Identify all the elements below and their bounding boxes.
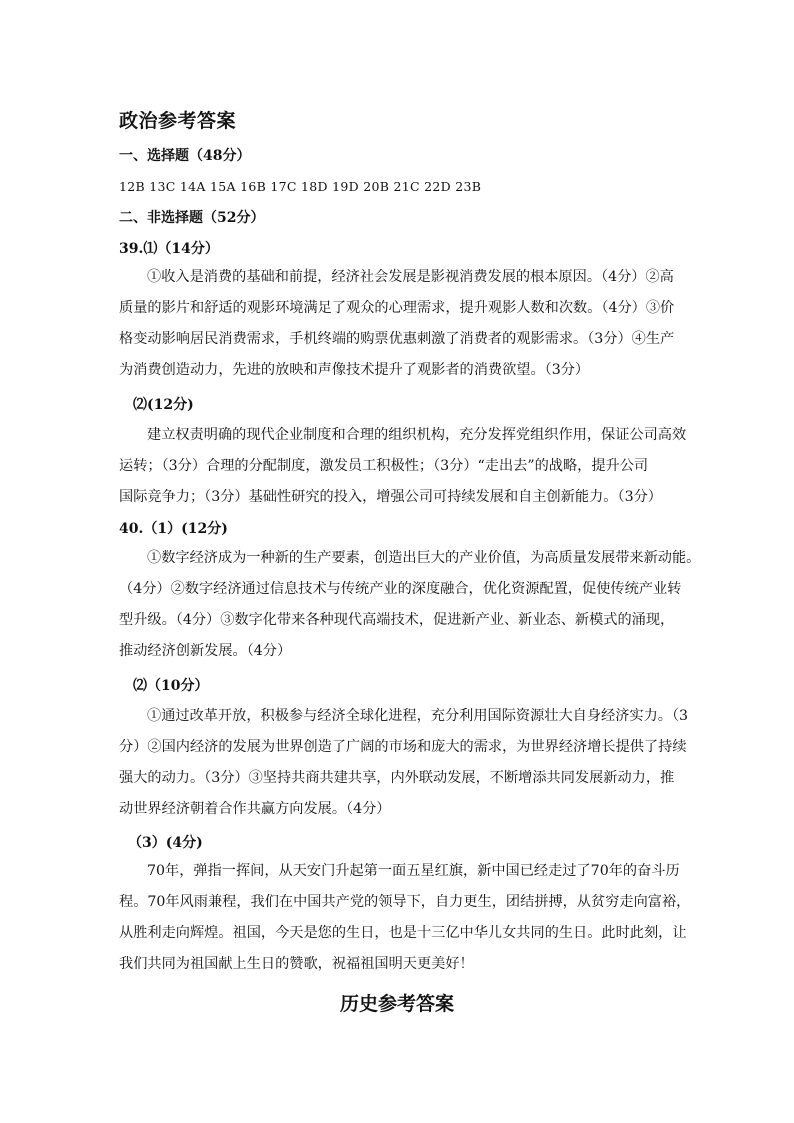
answer-line: 质量的影片和舒适的观影环境满足了观众的心理需求，提升观影人数和次数。（4分）③价: [119, 300, 675, 316]
q39-part1-heading: 39.⑴（14分）: [119, 241, 219, 257]
q40-part1-heading: 40.（1）(12分): [119, 521, 228, 537]
q40-part1-answer: [119, 543, 701, 667]
q40-part2-heading: ⑵（10分）: [133, 678, 209, 694]
answer-line: 程。70年风雨兼程，我们在中国共产党的领导下，自力更生，团结拼搏，从贫穷走向富裕，: [119, 894, 691, 910]
answer-line: 国际竞争力；（3分）基础性研究的投入，增强公司可持续发展和自主创新能力。（3分）: [119, 489, 662, 505]
answer-line: 格变动影响居民消费需求，手机终端的购票优惠刺激了消费者的观影需求。（3分）④生产: [119, 331, 675, 347]
answer-line: 我们共同为祖国献上生日的赞歌，祝福祖国明天更美好！: [119, 956, 474, 972]
answer-line: 分）②国内经济的发展为世界创造了广阔的市场和庞大的需求，为世界经济增长提供了持续: [119, 739, 687, 755]
answer-line: （4分）②数字经济通过信息技术与传统产业的深度融合，优化资源配置，促使传统产业转: [119, 581, 682, 597]
answer-line: 运转；（3分）合理的分配制度，激发员工积极性；（3分）“走出去”的战略，提升公司: [119, 458, 649, 474]
q40-part2-answer: [119, 701, 689, 825]
answer-line: 动世界经济朝着合作共赢方向发展。（4分）: [119, 801, 391, 817]
answer-line: 70年，弹指一挥间，从天安门升起第一面五星红旗，新中国已经走过了70年的奋斗历: [147, 863, 680, 879]
section-choice-heading: 一、选择题（48分）: [119, 148, 251, 164]
answer-line: 型升级。（4分）③数字化带来各种现代高端技术，促进新产业、新业态、新模式的涌现，: [119, 612, 675, 628]
q40-part3-answer: [119, 856, 689, 980]
answer-line: ①数字经济成为一种新的生产要素，创造出巨大的产业价值，为高质量发展带来新动能。: [147, 550, 701, 566]
q39-part1-answer: [119, 262, 689, 386]
answer-line: 推动经济创新发展。（4分）: [119, 643, 292, 659]
section-nonchoice-heading: 二、非选择题（52分）: [119, 210, 265, 226]
answer-line: ①收入是消费的基础和前提，经济社会发展是影视消费发展的根本原因。（4分）②高: [147, 269, 674, 285]
answer-line: 为消费创造动力，先进的放映和声像技术提升了观影者的消费欲望。（3分）: [119, 362, 590, 378]
q40-part3-heading: （3）(4分): [128, 835, 203, 851]
answer-line: ①通过改革开放，积极参与经济全球化进程，充分利用国际资源壮大自身经济实力。（3: [147, 708, 689, 724]
q39-part2-answer: [119, 420, 689, 513]
answer-line: 建立权责明确的现代企业制度和合理的组织机构，充分发挥党组织作用，保证公司高效: [147, 427, 687, 443]
answer-line: 强大的动力。（3分）③坚持共商共建共享，内外联动发展，不断增添共同发展新动力，推: [119, 770, 675, 786]
answer-line: 从胜利走向辉煌。祖国，今天是您的生日，也是十三亿中华儿女共同的生日。此时此刻，让: [119, 925, 687, 941]
history-title: 历史参考答案: [339, 993, 454, 1015]
politics-title: 政治参考答案: [119, 110, 237, 132]
q39-part2-heading: ⑵(12分): [133, 397, 194, 413]
choice-answers: 12B 13C 14A 15A 16B 17C 18D 19D 20B 21C 22D 23B: [119, 179, 482, 194]
